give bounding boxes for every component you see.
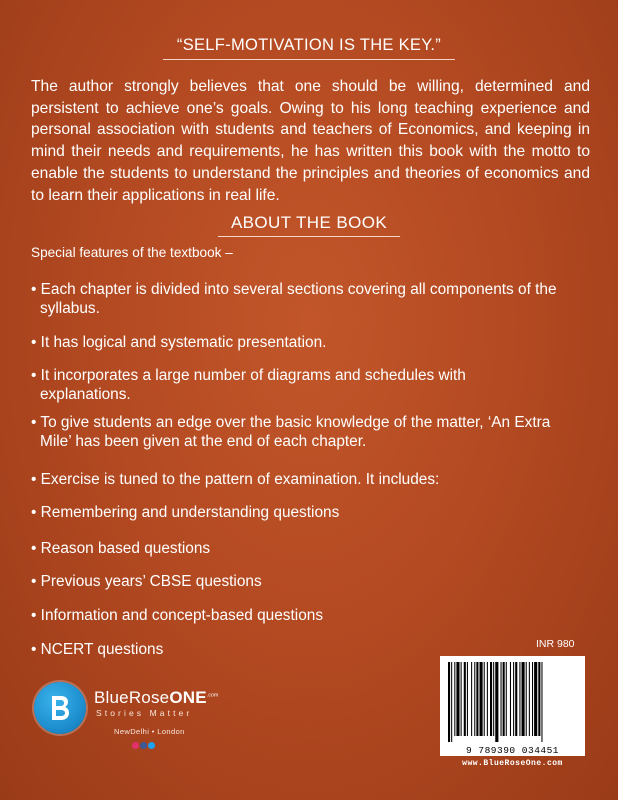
about-underline <box>218 236 400 237</box>
barcode-bar <box>474 662 475 736</box>
bluerose-logo-icon <box>34 682 86 734</box>
barcode-bar <box>501 662 502 736</box>
price-label: INR 980 <box>536 638 575 650</box>
instagram-icon <box>132 742 139 749</box>
barcode-bar <box>503 662 505 736</box>
feature-item: • Each chapter is divided into several sections covering all components of the syllabus. <box>31 281 557 317</box>
feature-item: • It incorporates a large number of diagrams and schedules with explanations. <box>31 367 466 403</box>
author-intro: The author strongly believes that one should be willing, determined and persistent to achieve one’s goals. Owing to his long teaching experience and personal association with students and teachers of Economics, and keeping in mind their needs and requirements, he has written this book with the motto to enable the students to understand the principles and theories of economics and to learn their applications in real life. <box>31 78 590 204</box>
publisher-name-part2: ONE <box>169 688 207 707</box>
features-lead: Special features of the textbook – <box>31 245 233 260</box>
feature-item: • It has logical and systematic presentation. <box>31 334 327 351</box>
barcode-bar <box>541 662 542 742</box>
barcode-bar <box>538 662 540 736</box>
barcode-bars <box>440 656 585 746</box>
barcode-bar <box>451 662 452 742</box>
barcode-bar <box>534 662 537 736</box>
isbn-barcode <box>440 656 585 756</box>
publisher-tagline: Stories Matter <box>96 708 193 718</box>
about-heading: ABOUT THE BOOK <box>230 213 388 232</box>
facebook-icon <box>140 742 147 749</box>
feature-item: • Remembering and understanding questions <box>31 504 340 521</box>
social-icons <box>132 737 156 755</box>
barcode-bar <box>493 662 494 736</box>
feature-item: • Reason based questions <box>31 540 211 557</box>
barcode-bar <box>526 662 527 736</box>
feature-item: • Exercise is tuned to the pattern of examination. It includes: <box>31 471 440 488</box>
barcode-bar <box>454 662 455 736</box>
barcode-bar <box>471 662 472 736</box>
publisher-website: www.BlueRoseOne.com <box>462 759 563 768</box>
barcode-bar <box>484 662 485 736</box>
barcode-bar <box>464 662 466 736</box>
barcode-bar <box>495 662 498 742</box>
barcode-bar <box>476 662 478 736</box>
feature-item: • NCERT questions <box>31 641 164 658</box>
barcode-bar <box>506 662 507 736</box>
barcode-bar <box>490 662 492 736</box>
feature-item: • To give students an edge over the basic knowledge of the matter, ‘An Extra Mile’ has been given at the end of each chapter. <box>31 414 551 450</box>
barcode-bar <box>461 662 462 736</box>
barcode-bar <box>487 662 488 736</box>
barcode-bar <box>510 662 511 736</box>
barcode-bar <box>513 662 514 736</box>
isbn-number: 9 789390 034451 <box>465 745 559 756</box>
barcode-bar <box>480 662 483 736</box>
twitter-icon <box>148 742 155 749</box>
feature-item: • Previous years’ CBSE questions <box>31 573 262 590</box>
publisher-name-sup: .com <box>206 692 219 699</box>
publisher-locations: NewDelhi • London <box>114 727 185 736</box>
publisher-name <box>94 688 218 708</box>
barcode-bar <box>519 662 520 736</box>
b-letter-icon <box>49 695 71 721</box>
barcode-bar <box>456 662 459 736</box>
publisher-logo <box>34 682 264 752</box>
barcode-bar <box>529 662 530 736</box>
barcode-bar <box>515 662 517 736</box>
barcode-bar <box>448 662 450 742</box>
publisher-name-part1: BlueRose <box>94 688 170 707</box>
barcode-bar <box>522 662 525 736</box>
quote-heading: “SELF-MOTIVATION IS THE KEY.” <box>176 36 442 54</box>
quote-underline <box>163 59 455 60</box>
feature-item: • Information and concept-based questions <box>31 607 324 624</box>
barcode-bar <box>532 662 533 736</box>
barcode-bar <box>467 662 468 736</box>
